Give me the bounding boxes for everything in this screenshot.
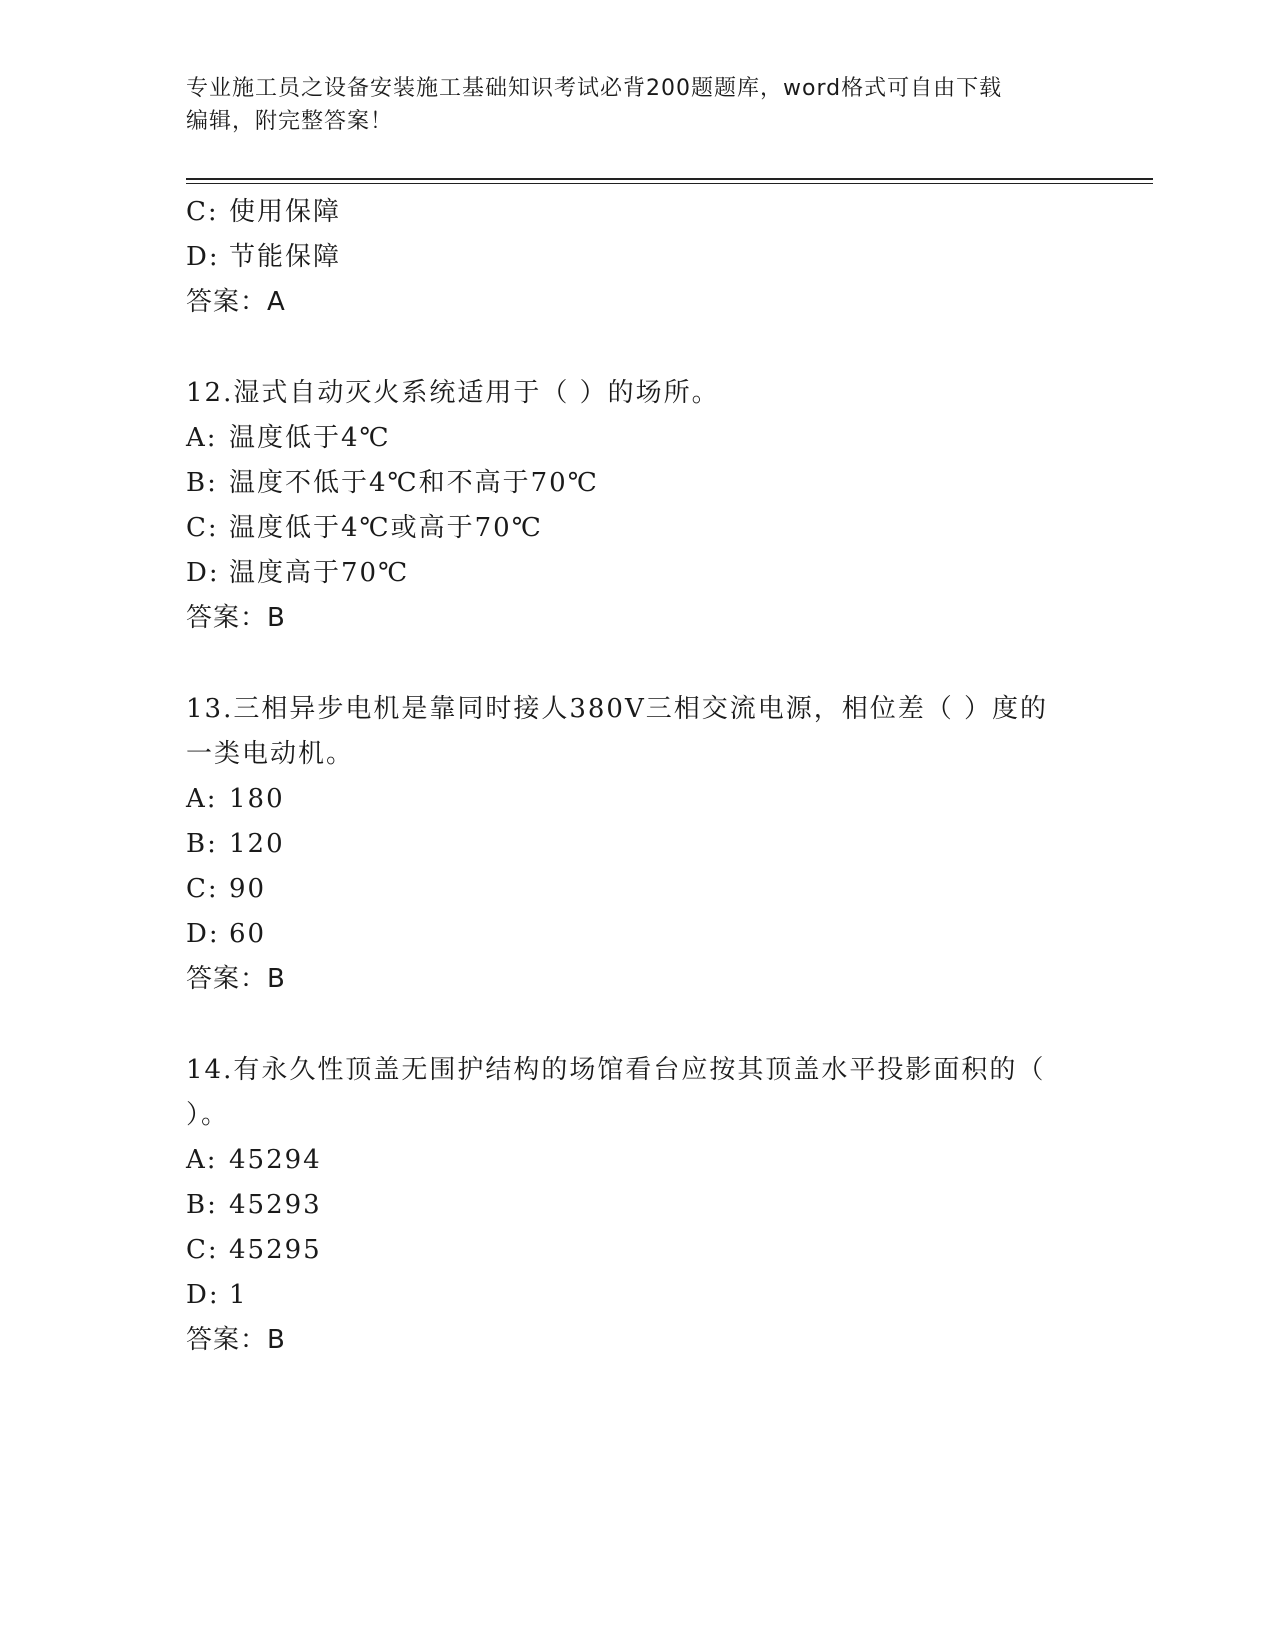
option-text: 120	[229, 829, 285, 859]
header-line-2: 编辑，附完整答案！	[186, 109, 394, 134]
answer-line: 答案：B	[186, 603, 286, 633]
option-text: 45294	[229, 1145, 322, 1175]
option-d	[186, 1273, 1086, 1318]
option-label: B:	[186, 829, 218, 859]
question-stem: 13.三相异步电机是靠同时接人380V三相交流电源，相位差（ ）度的一类电动机。	[186, 694, 1049, 769]
option-label: C:	[186, 513, 219, 543]
option-label: C:	[186, 874, 219, 904]
header-divider-thin	[186, 183, 1153, 184]
question-block-14	[186, 1048, 1086, 1363]
option-text: 使用保障	[229, 197, 342, 227]
option-b	[186, 1183, 1086, 1228]
option-label: A:	[186, 423, 218, 453]
question-stem: 14.有永久性顶盖无围护结构的场馆看台应按其顶盖水平投影面积的（ ）。	[186, 1055, 1046, 1130]
option-text: 90	[229, 874, 267, 904]
option-c	[186, 867, 1086, 912]
question-block-12	[186, 371, 1086, 641]
option-label: B:	[186, 1190, 218, 1220]
option-text: 温度高于70℃	[229, 558, 410, 588]
question-stem: 12.湿式自动灭火系统适用于（ ）的场所。	[186, 378, 720, 408]
option-label: A:	[186, 1145, 218, 1175]
question-block-11	[186, 190, 1086, 325]
option-label: C:	[186, 197, 219, 227]
option-text: 60	[229, 919, 267, 949]
option-c	[186, 190, 1086, 235]
option-b	[186, 822, 1086, 867]
option-label: D:	[186, 919, 220, 949]
answer-line: 答案：B	[186, 1325, 286, 1355]
option-d	[186, 235, 1086, 280]
option-text: 温度低于4℃或高于70℃	[229, 513, 543, 543]
option-label: D:	[186, 1280, 220, 1310]
option-text: 45295	[229, 1235, 322, 1265]
option-text: 1	[229, 1280, 248, 1310]
option-a	[186, 416, 1086, 461]
option-text: 温度不低于4℃和不高于70℃	[229, 468, 599, 498]
option-text: 45293	[229, 1190, 322, 1220]
answer-line: 答案：A	[186, 287, 286, 317]
option-text: 节能保障	[229, 242, 342, 272]
option-label: D:	[186, 558, 220, 588]
header-line-1: 专业施工员之设备安装施工基础知识考试必背200题题库，word格式可自由下载	[186, 76, 1003, 101]
option-a	[186, 777, 1086, 822]
option-label: C:	[186, 1235, 219, 1265]
option-text: 温度低于4℃	[229, 423, 391, 453]
option-text: 180	[229, 784, 285, 814]
question-block-13	[186, 687, 1086, 1002]
document-header	[186, 72, 1086, 138]
option-label: B:	[186, 468, 218, 498]
option-label: D:	[186, 242, 220, 272]
option-c	[186, 1228, 1086, 1273]
option-d	[186, 912, 1086, 957]
option-c	[186, 506, 1086, 551]
question-list	[186, 190, 1086, 1363]
option-a	[186, 1138, 1086, 1183]
option-label: A:	[186, 784, 218, 814]
option-b	[186, 461, 1086, 506]
option-d	[186, 551, 1086, 596]
answer-line: 答案：B	[186, 964, 286, 994]
header-divider-thick	[186, 178, 1153, 180]
